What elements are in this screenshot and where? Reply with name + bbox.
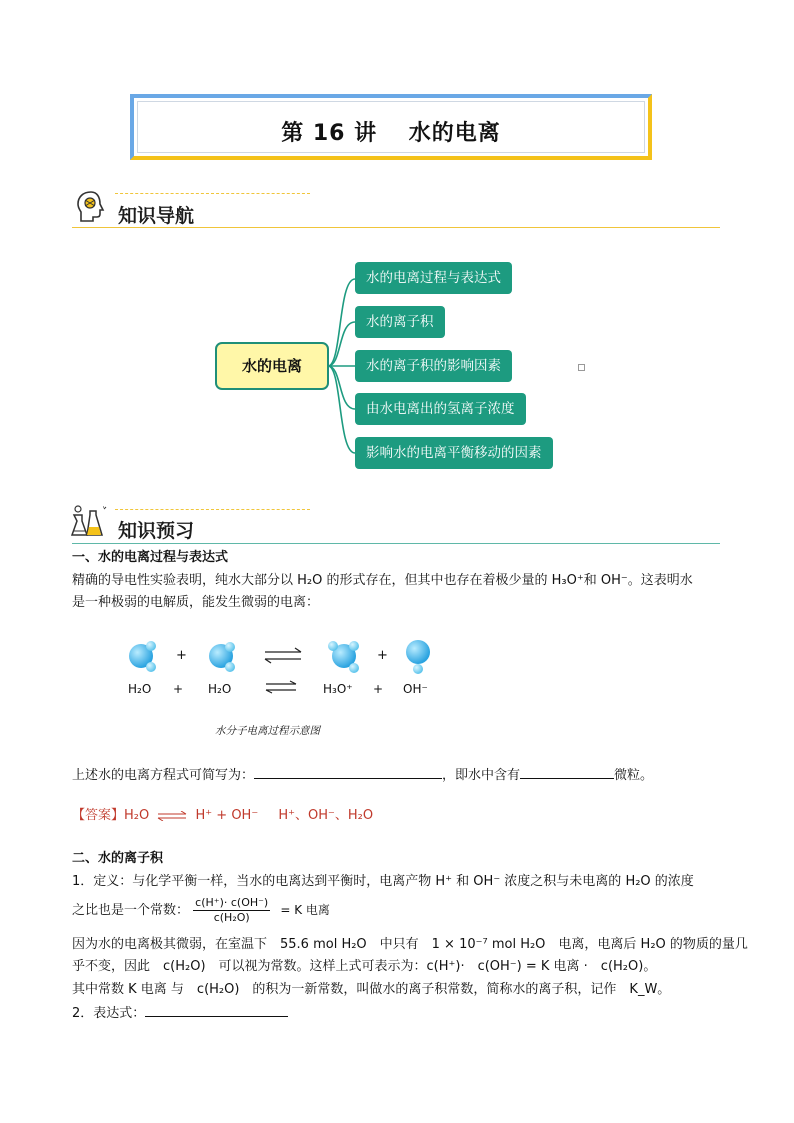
plus-sign: + bbox=[176, 648, 187, 663]
mindmap-branch: 水的电离过程与表达式 bbox=[355, 262, 512, 294]
mindmap-connectors bbox=[328, 262, 358, 462]
paragraph-line: 其中常数 K 电离 与 c(H₂O) 的积为一新常数，叫做水的离子积常数，简称水的离子积，记作 K_W。 bbox=[72, 982, 671, 997]
brain-head-icon bbox=[72, 188, 110, 226]
answer-blank[interactable] bbox=[520, 764, 614, 779]
page-title: 第 16 讲 水的电离 bbox=[281, 121, 501, 146]
title-box bbox=[130, 94, 652, 160]
section-rule bbox=[72, 543, 720, 544]
answer-tag: 【答案】 bbox=[72, 808, 125, 823]
section-divider bbox=[115, 509, 310, 510]
mindmap-branch: 水的离子积 bbox=[355, 306, 445, 338]
section-divider bbox=[115, 193, 310, 194]
mindmap-root: 水的电离 bbox=[215, 342, 329, 390]
molecule-label: H₂O bbox=[128, 682, 152, 696]
section-title-preview: 知识预习 bbox=[118, 520, 195, 542]
molecule-label: OH⁻ bbox=[403, 682, 428, 696]
molecule-label: H₂O bbox=[208, 682, 232, 696]
equilibrium-arrow-icon bbox=[157, 811, 187, 821]
answer-blank[interactable] bbox=[145, 1002, 288, 1017]
ionization-diagram bbox=[120, 632, 440, 682]
part2-heading: 二、水的离子积 bbox=[72, 851, 164, 866]
section-rule bbox=[72, 227, 720, 228]
paragraph-line: 是一种极弱的电解质，能发生微弱的电离： bbox=[72, 595, 320, 610]
fill-blank-question: 上述水的电离方程式可简写为： ，即水中含有 微粒。 bbox=[72, 764, 653, 786]
ionization-fraction: $\frac{c(H^+)\cdot c(OH^-)}{\text{c(H₂O)}}$ bbox=[195, 896, 269, 924]
answer-line: 【答案】H₂O H⁺ + OH⁻ H⁺、OH⁻、H₂O bbox=[72, 808, 374, 823]
mindmap-branch: 影响水的电离平衡移动的因素 bbox=[355, 437, 553, 469]
mindmap-branch: 水的离子积的影响因素 bbox=[355, 350, 512, 382]
diagram-caption: 水分子电离过程示意图 bbox=[215, 725, 320, 737]
paragraph-line: 精确的导电性实验表明，纯水大部分以 H₂O 的形式存在，但其中也存在着极少量的 H₃O⁺和 OH⁻。这表明水 bbox=[72, 573, 693, 588]
section-title-navigation: 知识导航 bbox=[118, 205, 195, 227]
flask-icon bbox=[70, 503, 110, 541]
molecule-label: + bbox=[373, 682, 384, 696]
molecule-label: + bbox=[173, 682, 184, 696]
molecule-label: H₃O⁺ bbox=[323, 682, 353, 696]
paragraph-line: 乎不变，因此 c(H₂O) 可以视为常数。这样上式可表示为：c(H⁺)· c(OH⁻) = K 电离 · c(H₂O)。 bbox=[72, 959, 657, 974]
paragraph-line: 1．定义：与化学平衡一样，当水的电离达到平衡时，电离产物 H⁺ 和 OH⁻ 浓度之积与未电离的 H₂O 的浓度 bbox=[72, 874, 694, 889]
answer-blank[interactable] bbox=[254, 764, 442, 779]
plus-sign: + bbox=[377, 648, 388, 663]
mindmap-branch: 由水电离出的氢离子浓度 bbox=[355, 393, 526, 425]
part1-heading: 一、水的电离过程与表达式 bbox=[72, 550, 229, 565]
definition-line: 之比也是一个常数： $\frac{c(H^+)\cdot c(OH^-)}{\text{c(H₂O)}}$ = K 电离 bbox=[72, 896, 330, 924]
equilibrium-arrow-icon bbox=[265, 680, 297, 694]
paragraph-line: 因为水的电离极其微弱，在室温下 55.6 mol H₂O 中只有 1 × 10⁻⁷ mol H₂O 电离，电离后 H₂O 的物质的量几 bbox=[72, 937, 748, 952]
expression-question: 2．表达式： bbox=[72, 1002, 288, 1024]
dot-marker bbox=[578, 364, 585, 371]
